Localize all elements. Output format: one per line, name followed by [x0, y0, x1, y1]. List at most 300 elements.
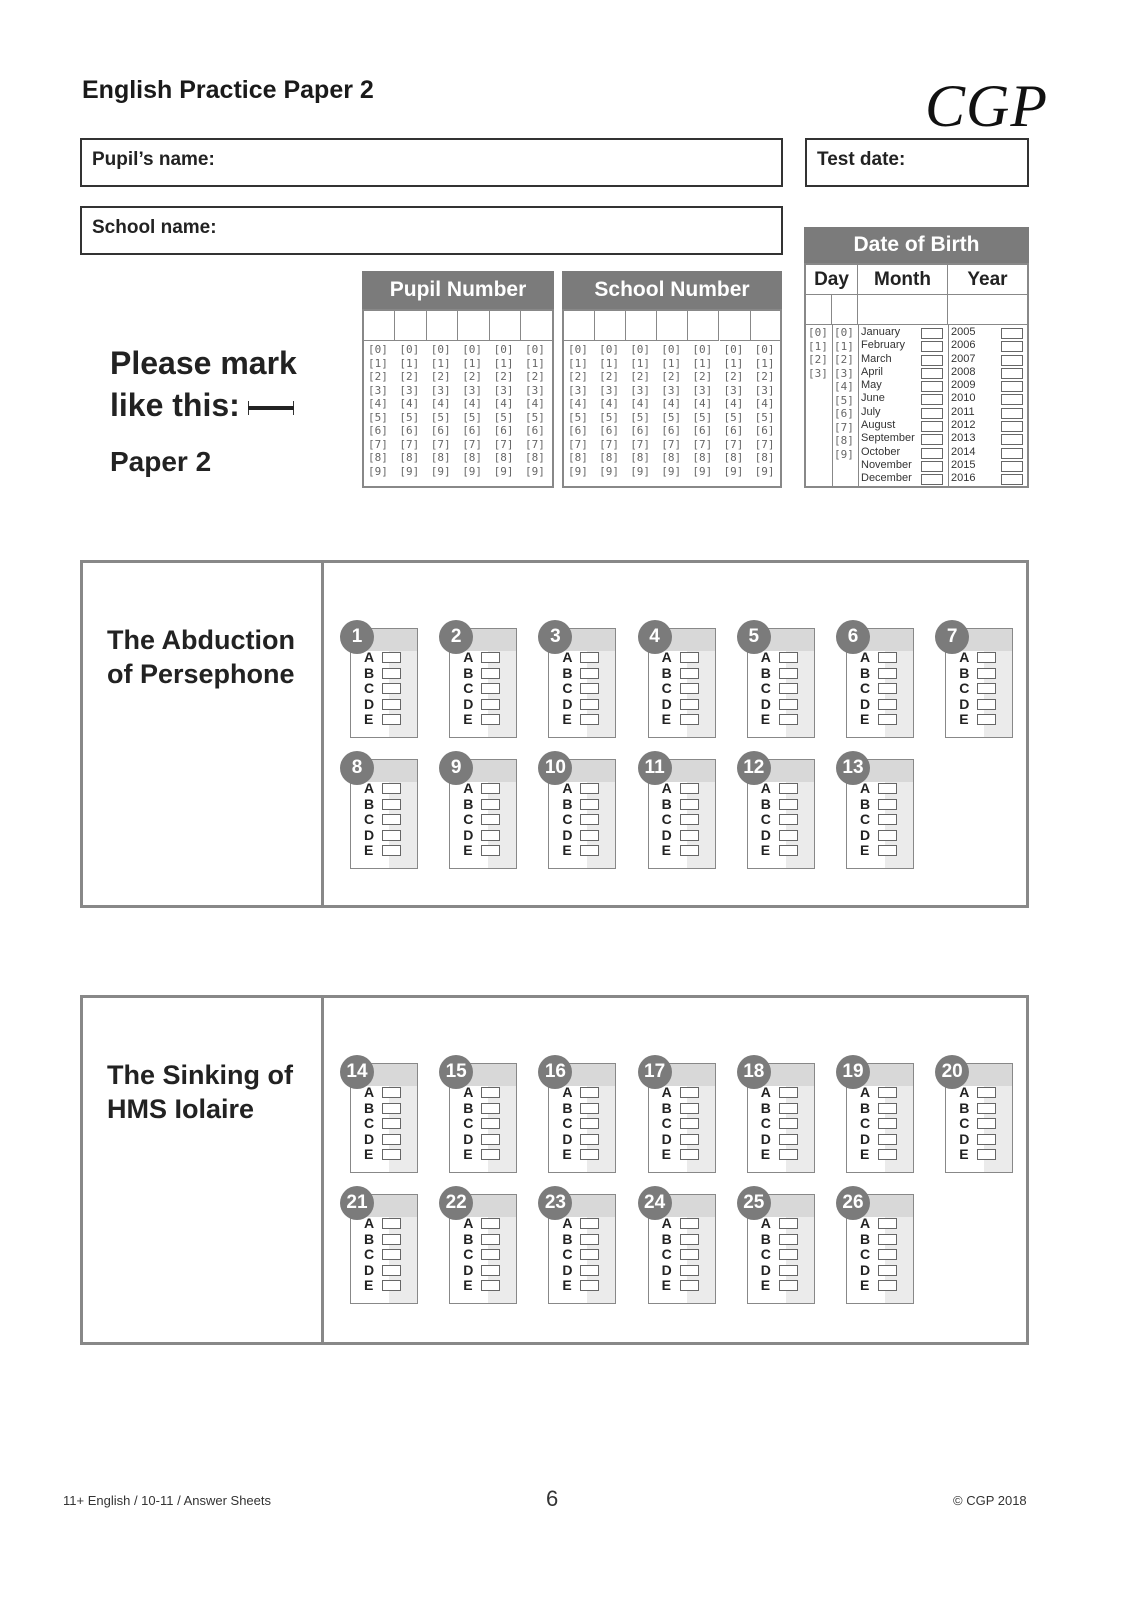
answer-option-c[interactable]	[662, 681, 672, 697]
answer-checkbox[interactable]	[977, 1149, 996, 1160]
answer-checkbox[interactable]	[580, 1118, 599, 1129]
digit-bubble[interactable]: [7]	[568, 437, 588, 451]
dob-month-list[interactable]	[861, 326, 947, 486]
answer-checkbox[interactable]	[481, 1265, 500, 1276]
answer-checkbox[interactable]	[481, 699, 500, 710]
digit-bubble[interactable]: [4]	[399, 397, 420, 410]
answer-option-b[interactable]	[364, 666, 374, 682]
answer-checkbox[interactable]	[580, 1265, 599, 1276]
dob-year-option[interactable]	[951, 419, 1027, 432]
answer-option-d[interactable]	[959, 697, 969, 713]
answer-option-d[interactable]	[860, 828, 870, 844]
answer-option-e[interactable]	[562, 712, 572, 728]
answer-option-e[interactable]	[562, 1147, 572, 1163]
dob-day-bubble[interactable]: [4]	[834, 380, 854, 393]
answer-option-e[interactable]	[761, 843, 771, 859]
option-checkbox[interactable]	[921, 355, 943, 366]
digit-bubble[interactable]: [5]	[430, 410, 451, 424]
answer-option-b[interactable]	[959, 1101, 969, 1117]
answer-option-d[interactable]	[463, 1263, 473, 1279]
answer-checkbox[interactable]	[382, 830, 401, 841]
answer-option-e[interactable]	[364, 712, 374, 728]
answer-checkbox[interactable]	[779, 1218, 798, 1229]
digit-bubble[interactable]: [4]	[568, 397, 588, 410]
option-checkbox[interactable]	[1001, 448, 1023, 459]
answer-checkbox[interactable]	[878, 683, 897, 694]
answer-checkbox[interactable]	[779, 1134, 798, 1145]
answer-option-a[interactable]	[463, 1085, 473, 1101]
answer-checkbox[interactable]	[680, 799, 699, 810]
answer-option-e[interactable]	[562, 843, 572, 859]
answer-checkbox[interactable]	[878, 799, 897, 810]
option-checkbox[interactable]	[921, 328, 943, 339]
answer-option-c[interactable]	[562, 812, 572, 828]
option-checkbox[interactable]	[1001, 381, 1023, 392]
digit-bubble[interactable]: [4]	[493, 397, 514, 410]
digit-bubble[interactable]: [3]	[692, 383, 713, 397]
dob-day-bubble[interactable]: [0]	[808, 326, 828, 339]
answer-option-a[interactable]	[364, 650, 374, 666]
digit-bubble[interactable]: [3]	[525, 383, 545, 397]
digit-entry-box[interactable]	[564, 311, 595, 341]
option-checkbox[interactable]	[921, 341, 943, 352]
answer-option-e[interactable]	[761, 712, 771, 728]
answer-checkbox[interactable]	[779, 830, 798, 841]
answer-option-e[interactable]	[761, 1278, 771, 1294]
digit-bubble[interactable]: [3]	[661, 383, 682, 397]
answer-option-b[interactable]	[959, 666, 969, 682]
answer-checkbox[interactable]	[680, 1249, 699, 1260]
digit-bubble[interactable]: [9]	[568, 464, 588, 478]
digit-bubble[interactable]: [8]	[368, 451, 388, 464]
answer-checkbox[interactable]	[481, 1218, 500, 1229]
digit-bubble-column[interactable]	[692, 343, 712, 478]
digit-bubble[interactable]: [1]	[493, 356, 514, 370]
answer-checkbox[interactable]	[779, 783, 798, 794]
answer-option-c[interactable]	[662, 1247, 672, 1263]
answer-checkbox[interactable]	[580, 1087, 599, 1098]
digit-bubble[interactable]: [3]	[568, 383, 588, 397]
digit-bubble[interactable]: [7]	[723, 437, 744, 451]
answer-checkbox[interactable]	[680, 699, 699, 710]
dob-month-option[interactable]	[861, 446, 947, 459]
digit-bubble[interactable]: [4]	[692, 397, 713, 410]
answer-option-b[interactable]	[662, 797, 672, 813]
answer-option-e[interactable]	[959, 1147, 969, 1163]
digit-bubble[interactable]: [0]	[399, 343, 420, 356]
digit-bubble[interactable]: [5]	[525, 410, 545, 424]
answer-checkbox[interactable]	[779, 1149, 798, 1160]
digit-entry-box[interactable]	[688, 311, 719, 341]
digit-bubble[interactable]: [2]	[368, 370, 388, 383]
answer-checkbox[interactable]	[878, 652, 897, 663]
digit-bubble[interactable]: [6]	[599, 424, 619, 437]
digit-bubble[interactable]: [1]	[754, 356, 775, 370]
answer-checkbox[interactable]	[382, 1103, 401, 1114]
answer-option-b[interactable]	[662, 1101, 672, 1117]
answer-option-d[interactable]	[860, 1132, 870, 1148]
answer-checkbox[interactable]	[878, 1149, 897, 1160]
answer-checkbox[interactable]	[977, 714, 996, 725]
option-checkbox[interactable]	[1001, 408, 1023, 419]
digit-entry-box[interactable]	[595, 311, 626, 341]
answer-checkbox[interactable]	[680, 683, 699, 694]
option-checkbox[interactable]	[1001, 461, 1023, 472]
answer-option-d[interactable]	[662, 828, 672, 844]
answer-option-d[interactable]	[662, 1132, 672, 1148]
answer-option-a[interactable]	[761, 650, 771, 666]
answer-option-c[interactable]	[860, 1116, 870, 1132]
answer-option-c[interactable]	[364, 1116, 374, 1132]
answer-option-a[interactable]	[959, 1085, 969, 1101]
answer-checkbox[interactable]	[481, 814, 500, 825]
answer-option-a[interactable]	[959, 650, 969, 666]
answer-checkbox[interactable]	[580, 1134, 599, 1145]
answer-option-d[interactable]	[463, 1132, 473, 1148]
digit-bubble[interactable]: [6]	[399, 424, 420, 437]
answer-option-e[interactable]	[364, 1147, 374, 1163]
answer-option-a[interactable]	[562, 1216, 572, 1232]
digit-bubble[interactable]: [5]	[599, 410, 619, 424]
answer-option-d[interactable]	[761, 828, 771, 844]
digit-bubble[interactable]: [2]	[568, 370, 588, 383]
answer-checkbox[interactable]	[580, 1249, 599, 1260]
answer-option-e[interactable]	[662, 712, 672, 728]
answer-checkbox[interactable]	[977, 652, 996, 663]
answer-option-b[interactable]	[562, 1232, 572, 1248]
answer-checkbox[interactable]	[878, 1234, 897, 1245]
dob-year-option[interactable]	[951, 339, 1027, 352]
answer-option-c[interactable]	[761, 1116, 771, 1132]
dob-year-option[interactable]	[951, 459, 1027, 472]
answer-option-c[interactable]	[562, 1116, 572, 1132]
answer-checkbox[interactable]	[779, 714, 798, 725]
answer-option-a[interactable]	[860, 781, 870, 797]
digit-bubble[interactable]: [0]	[692, 343, 713, 356]
answer-option-c[interactable]	[860, 681, 870, 697]
answer-option-d[interactable]	[562, 828, 572, 844]
answer-option-c[interactable]	[463, 812, 473, 828]
digit-bubble[interactable]: [2]	[692, 370, 713, 383]
digit-bubble[interactable]: [2]	[399, 370, 420, 383]
answer-checkbox[interactable]	[779, 1249, 798, 1260]
answer-checkbox[interactable]	[481, 668, 500, 679]
digit-bubble[interactable]: [2]	[430, 370, 451, 383]
answer-option-c[interactable]	[860, 812, 870, 828]
answer-checkbox[interactable]	[680, 1118, 699, 1129]
dob-day-bubble[interactable]: [5]	[834, 393, 854, 407]
answer-option-b[interactable]	[463, 797, 473, 813]
answer-checkbox[interactable]	[382, 1218, 401, 1229]
answer-checkbox[interactable]	[382, 1280, 401, 1291]
answer-option-a[interactable]	[761, 1085, 771, 1101]
dob-month-option[interactable]	[861, 353, 947, 366]
answer-checkbox[interactable]	[580, 799, 599, 810]
answer-checkbox[interactable]	[878, 830, 897, 841]
answer-checkbox[interactable]	[680, 1218, 699, 1229]
dob-grid[interactable]	[804, 263, 1029, 488]
answer-checkbox[interactable]	[481, 799, 500, 810]
answer-option-a[interactable]	[860, 650, 870, 666]
answer-option-c[interactable]	[662, 812, 672, 828]
answer-checkbox[interactable]	[680, 668, 699, 679]
answer-option-e[interactable]	[860, 843, 870, 859]
answer-checkbox[interactable]	[481, 714, 500, 725]
dob-year-option[interactable]	[951, 472, 1027, 485]
dob-month-option[interactable]	[861, 339, 947, 352]
digit-bubble[interactable]: [8]	[692, 451, 713, 464]
digit-bubble[interactable]: [7]	[525, 437, 545, 451]
digit-bubble[interactable]: [6]	[754, 424, 775, 437]
digit-bubble[interactable]: [1]	[525, 356, 545, 370]
digit-bubble-column[interactable]	[568, 343, 588, 478]
answer-option-d[interactable]	[364, 828, 374, 844]
answer-option-d[interactable]	[761, 1263, 771, 1279]
answer-option-b[interactable]	[463, 1232, 473, 1248]
digit-bubble[interactable]: [3]	[599, 383, 619, 397]
digit-bubble[interactable]: [1]	[399, 356, 420, 370]
answer-option-d[interactable]	[761, 697, 771, 713]
answer-checkbox[interactable]	[680, 814, 699, 825]
digit-bubble[interactable]: [1]	[568, 356, 588, 370]
answer-checkbox[interactable]	[481, 845, 500, 856]
answer-option-b[interactable]	[364, 797, 374, 813]
digit-entry-box[interactable]	[751, 311, 782, 341]
digit-bubble[interactable]: [1]	[430, 356, 451, 370]
dob-month-option[interactable]	[861, 366, 947, 379]
digit-entry-box[interactable]	[395, 311, 426, 341]
digit-bubble[interactable]: [8]	[723, 451, 744, 464]
answer-checkbox[interactable]	[779, 1103, 798, 1114]
answer-checkbox[interactable]	[878, 1280, 897, 1291]
dob-day-bubble[interactable]: [3]	[834, 366, 854, 380]
answer-checkbox[interactable]	[680, 652, 699, 663]
answer-option-a[interactable]	[662, 650, 672, 666]
answer-option-a[interactable]	[364, 1085, 374, 1101]
digit-bubble[interactable]: [7]	[630, 437, 651, 451]
dob-month-option[interactable]	[861, 379, 947, 392]
answer-option-b[interactable]	[463, 666, 473, 682]
answer-checkbox[interactable]	[878, 714, 897, 725]
answer-option-b[interactable]	[860, 1232, 870, 1248]
answer-option-b[interactable]	[761, 1232, 771, 1248]
option-checkbox[interactable]	[1001, 328, 1023, 339]
answer-option-c[interactable]	[562, 681, 572, 697]
answer-checkbox[interactable]	[382, 652, 401, 663]
digit-bubble[interactable]: [1]	[462, 356, 483, 370]
answer-checkbox[interactable]	[382, 1087, 401, 1098]
digit-bubble[interactable]: [9]	[599, 464, 619, 478]
answer-checkbox[interactable]	[382, 799, 401, 810]
answer-option-b[interactable]	[364, 1232, 374, 1248]
digit-bubble-column[interactable]	[724, 343, 744, 478]
digit-entry-box[interactable]	[458, 311, 489, 341]
answer-checkbox[interactable]	[680, 1149, 699, 1160]
option-checkbox[interactable]	[921, 394, 943, 405]
dob-month-option[interactable]	[861, 432, 947, 445]
answer-option-c[interactable]	[463, 1116, 473, 1132]
answer-checkbox[interactable]	[680, 1234, 699, 1245]
digit-bubble[interactable]: [8]	[568, 451, 588, 464]
answer-checkbox[interactable]	[779, 845, 798, 856]
digit-bubble[interactable]: [2]	[462, 370, 483, 383]
dob-year-option[interactable]	[951, 379, 1027, 392]
answer-checkbox[interactable]	[580, 1149, 599, 1160]
digit-bubble[interactable]: [2]	[661, 370, 682, 383]
digit-bubble[interactable]: [9]	[399, 464, 420, 478]
digit-bubble[interactable]: [5]	[754, 410, 775, 424]
answer-checkbox[interactable]	[580, 830, 599, 841]
answer-checkbox[interactable]	[779, 1234, 798, 1245]
answer-checkbox[interactable]	[779, 1087, 798, 1098]
digit-bubble-column[interactable]	[630, 343, 650, 478]
answer-checkbox[interactable]	[977, 683, 996, 694]
digit-bubble[interactable]: [4]	[430, 397, 451, 410]
digit-bubble[interactable]: [6]	[630, 424, 651, 437]
answer-option-d[interactable]	[562, 1132, 572, 1148]
digit-bubble[interactable]: [9]	[430, 464, 451, 478]
digit-bubble[interactable]: [0]	[754, 343, 775, 356]
digit-bubble[interactable]: [7]	[599, 437, 619, 451]
digit-entry-box[interactable]	[720, 311, 751, 341]
answer-checkbox[interactable]	[977, 1103, 996, 1114]
dob-day-bubble[interactable]: [9]	[834, 447, 854, 461]
digit-bubble[interactable]: [7]	[692, 437, 713, 451]
digit-bubble[interactable]: [9]	[630, 464, 651, 478]
dob-day-units-digits[interactable]	[834, 326, 854, 461]
school-number-grid[interactable]	[562, 309, 782, 488]
answer-option-c[interactable]	[662, 1116, 672, 1132]
answer-checkbox[interactable]	[779, 683, 798, 694]
digit-bubble[interactable]: [7]	[430, 437, 451, 451]
digit-bubble[interactable]: [3]	[493, 383, 514, 397]
dob-day-box-2[interactable]	[832, 295, 858, 325]
answer-checkbox[interactable]	[382, 783, 401, 794]
digit-bubble-column[interactable]	[755, 343, 775, 478]
answer-option-a[interactable]	[860, 1085, 870, 1101]
answer-checkbox[interactable]	[382, 1265, 401, 1276]
answer-option-d[interactable]	[364, 697, 374, 713]
answer-option-e[interactable]	[364, 1278, 374, 1294]
digit-bubble[interactable]: [4]	[525, 397, 545, 410]
digit-bubble[interactable]: [8]	[661, 451, 682, 464]
answer-option-e[interactable]	[959, 712, 969, 728]
answer-option-e[interactable]	[463, 843, 473, 859]
answer-option-d[interactable]	[463, 828, 473, 844]
option-checkbox[interactable]	[1001, 341, 1023, 352]
answer-checkbox[interactable]	[779, 814, 798, 825]
digit-bubble[interactable]: [6]	[692, 424, 713, 437]
digit-entry-box[interactable]	[364, 311, 395, 341]
school-name-field[interactable]	[80, 206, 783, 255]
option-checkbox[interactable]	[1001, 355, 1023, 366]
pupil-number-grid[interactable]	[362, 309, 554, 488]
digit-bubble[interactable]: [0]	[430, 343, 451, 356]
answer-option-a[interactable]	[463, 1216, 473, 1232]
answer-checkbox[interactable]	[382, 1149, 401, 1160]
answer-checkbox[interactable]	[878, 1103, 897, 1114]
answer-option-c[interactable]	[761, 1247, 771, 1263]
digit-bubble-column[interactable]	[494, 343, 514, 478]
answer-option-a[interactable]	[364, 781, 374, 797]
digit-bubble[interactable]: [5]	[630, 410, 651, 424]
digit-bubble[interactable]: [9]	[692, 464, 713, 478]
dob-month-option[interactable]	[861, 472, 947, 485]
digit-bubble[interactable]: [8]	[430, 451, 451, 464]
digit-bubble-column[interactable]	[462, 343, 482, 478]
answer-checkbox[interactable]	[680, 1134, 699, 1145]
answer-option-c[interactable]	[761, 681, 771, 697]
answer-checkbox[interactable]	[977, 668, 996, 679]
digit-entry-box[interactable]	[626, 311, 657, 341]
answer-checkbox[interactable]	[680, 845, 699, 856]
option-checkbox[interactable]	[1001, 434, 1023, 445]
option-checkbox[interactable]	[921, 368, 943, 379]
digit-bubble[interactable]: [0]	[599, 343, 619, 356]
dob-month-option[interactable]	[861, 392, 947, 405]
answer-checkbox[interactable]	[680, 714, 699, 725]
dob-year-option[interactable]	[951, 353, 1027, 366]
digit-bubble[interactable]: [7]	[493, 437, 514, 451]
dob-year-option[interactable]	[951, 366, 1027, 379]
answer-checkbox[interactable]	[481, 1149, 500, 1160]
answer-checkbox[interactable]	[580, 652, 599, 663]
option-checkbox[interactable]	[1001, 474, 1023, 485]
digit-bubble[interactable]: [5]	[692, 410, 713, 424]
option-checkbox[interactable]	[921, 474, 943, 485]
digit-bubble[interactable]: [3]	[462, 383, 483, 397]
digit-bubble[interactable]: [5]	[493, 410, 514, 424]
digit-bubble[interactable]: [9]	[368, 464, 388, 478]
digit-bubble[interactable]: [3]	[430, 383, 451, 397]
answer-option-c[interactable]	[463, 1247, 473, 1263]
answer-checkbox[interactable]	[481, 1280, 500, 1291]
answer-option-b[interactable]	[562, 797, 572, 813]
digit-bubble[interactable]: [8]	[525, 451, 545, 464]
dob-year-option[interactable]	[951, 432, 1027, 445]
dob-month-option[interactable]	[861, 459, 947, 472]
answer-checkbox[interactable]	[878, 845, 897, 856]
answer-option-b[interactable]	[860, 797, 870, 813]
digit-bubble[interactable]: [2]	[754, 370, 775, 383]
answer-option-c[interactable]	[860, 1247, 870, 1263]
digit-entry-box[interactable]	[427, 311, 458, 341]
dob-year-option[interactable]	[951, 392, 1027, 405]
answer-option-a[interactable]	[860, 1216, 870, 1232]
digit-bubble[interactable]: [6]	[568, 424, 588, 437]
answer-option-a[interactable]	[662, 1216, 672, 1232]
answer-checkbox[interactable]	[481, 1234, 500, 1245]
answer-option-d[interactable]	[959, 1132, 969, 1148]
answer-option-e[interactable]	[364, 843, 374, 859]
digit-bubble[interactable]: [8]	[599, 451, 619, 464]
answer-option-b[interactable]	[662, 1232, 672, 1248]
answer-checkbox[interactable]	[779, 699, 798, 710]
answer-checkbox[interactable]	[580, 1280, 599, 1291]
digit-bubble[interactable]: [8]	[630, 451, 651, 464]
dob-year-box[interactable]	[948, 295, 1027, 325]
digit-bubble[interactable]: [2]	[493, 370, 514, 383]
answer-option-c[interactable]	[959, 681, 969, 697]
dob-month-option[interactable]	[861, 326, 947, 339]
digit-bubble[interactable]: [3]	[754, 383, 775, 397]
answer-option-a[interactable]	[761, 1216, 771, 1232]
answer-checkbox[interactable]	[779, 668, 798, 679]
answer-option-e[interactable]	[662, 1147, 672, 1163]
digit-bubble[interactable]: [9]	[493, 464, 514, 478]
answer-checkbox[interactable]	[382, 1134, 401, 1145]
digit-bubble[interactable]: [1]	[599, 356, 619, 370]
